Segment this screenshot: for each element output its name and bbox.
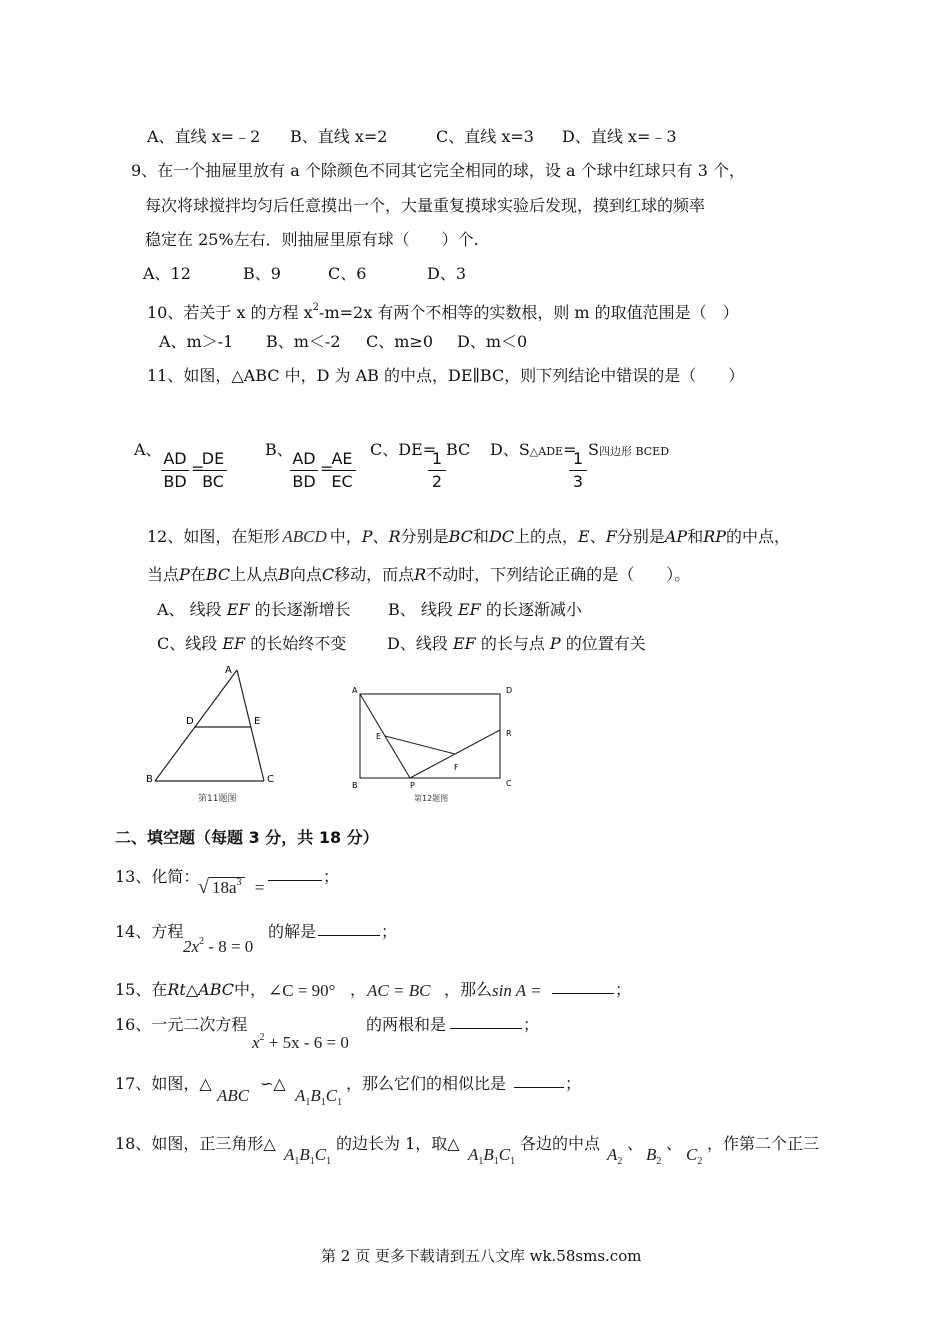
q18-a1b1c1-second bbox=[468, 1145, 515, 1172]
section-2-title: 二、填空题（每题 3 分，共 18 分） bbox=[115, 828, 379, 847]
fig11-label-a: A bbox=[225, 665, 232, 676]
text: 的中点， bbox=[726, 527, 791, 546]
text: 移动，而点 bbox=[334, 565, 415, 584]
text: 分别是 bbox=[400, 527, 449, 546]
q17-prefix: 17、如图，△ bbox=[115, 1074, 212, 1093]
q8-option-a: A、直线 x=﹣2 bbox=[147, 127, 261, 146]
math-var: AP bbox=[664, 527, 688, 546]
q14-answer-blank[interactable] bbox=[318, 921, 380, 936]
triangle-symbol: △ bbox=[185, 980, 199, 999]
q17-tail: ； bbox=[565, 1074, 582, 1093]
fig11-label-e: E bbox=[254, 716, 261, 727]
frac-denominator: BD bbox=[292, 472, 316, 491]
fig11-label-d: D bbox=[186, 716, 194, 727]
q8-option-b: B、直线 x=2 bbox=[290, 127, 388, 146]
subscript: 1 bbox=[510, 1156, 516, 1167]
q16-prefix: 16、一元二次方程 bbox=[115, 1015, 248, 1034]
math-var: RP bbox=[703, 527, 727, 546]
q11-option-b-label: B、 bbox=[265, 440, 293, 459]
vertex: B bbox=[483, 1145, 494, 1164]
vertex: A bbox=[607, 1145, 618, 1164]
subscript: 1 bbox=[320, 1097, 326, 1108]
math-var: EF bbox=[457, 600, 481, 619]
text: 、 bbox=[372, 527, 389, 546]
term: x bbox=[252, 1033, 260, 1052]
math-var: C bbox=[321, 565, 335, 584]
q13-answer-blank[interactable] bbox=[268, 866, 322, 881]
q17-suffix: ，那么它们的相似比是 bbox=[346, 1074, 507, 1093]
q13-prefix: 13、化简： bbox=[115, 867, 200, 886]
text: 当点 bbox=[147, 565, 180, 584]
q16-equation bbox=[252, 1028, 349, 1053]
q10-option-d: D、m＜0 bbox=[457, 332, 528, 351]
q14-equation bbox=[183, 932, 253, 957]
text: 的长始终不变 bbox=[250, 634, 347, 653]
q12-line2 bbox=[147, 565, 690, 585]
vertex: B bbox=[310, 1086, 321, 1105]
q17-answer-blank[interactable] bbox=[514, 1073, 564, 1088]
subscript: 2 bbox=[617, 1156, 623, 1167]
q11-option-d-eq: = bbox=[563, 440, 577, 459]
q13-tail: ； bbox=[323, 867, 340, 886]
q11-option-d-s2: S bbox=[588, 440, 599, 459]
vertex: A bbox=[468, 1145, 479, 1164]
q11-option-d-frac bbox=[569, 448, 587, 493]
q8-option-d: D、直线 x=﹣3 bbox=[562, 127, 677, 146]
term: - 8 = 0 bbox=[204, 937, 254, 956]
q12-option-b bbox=[388, 600, 582, 620]
page-footer: 第 2 页 更多下载请到五八文库 wk.58sms.com bbox=[321, 1247, 642, 1265]
q10-stem-a: 10、若关于 x 的方程 x bbox=[147, 303, 313, 322]
math-var: P bbox=[549, 634, 561, 653]
q11-option-a-frac2 bbox=[199, 448, 227, 493]
q10-option-c: C、m≥0 bbox=[366, 332, 434, 351]
text: 和 bbox=[687, 527, 704, 546]
text: 和 bbox=[472, 527, 489, 546]
q18-c2 bbox=[686, 1145, 702, 1172]
term: + 5x - 6 = 0 bbox=[264, 1033, 349, 1052]
q11-option-d-sub1: △ADE bbox=[529, 445, 564, 458]
math-var: EF bbox=[226, 600, 250, 619]
q18-sep2: 、 bbox=[666, 1134, 683, 1153]
exponent: 2 bbox=[199, 936, 205, 947]
q9-option-d: D、3 bbox=[427, 264, 467, 283]
math-var: R bbox=[414, 565, 427, 584]
vertex: C bbox=[498, 1145, 511, 1164]
q12-option-a bbox=[157, 600, 351, 620]
q8-option-c: C、直线 x=3 bbox=[436, 127, 534, 146]
frac-denominator: BD bbox=[163, 472, 187, 491]
sqrt-icon: √ bbox=[198, 876, 209, 898]
frac-denominator: 2 bbox=[431, 472, 443, 491]
subscript: 1 bbox=[478, 1156, 484, 1167]
q17-a1b1c1 bbox=[295, 1086, 342, 1113]
q15-sin: sin A = bbox=[492, 981, 542, 1000]
math-var: E bbox=[578, 527, 590, 546]
text: 的长逐渐减小 bbox=[485, 600, 582, 619]
frac-numerator: 1 bbox=[572, 449, 584, 468]
text: 的长与点 bbox=[480, 634, 545, 653]
text: 上的点， bbox=[514, 527, 579, 546]
q11-option-c-tail: BC bbox=[446, 440, 471, 459]
q9-option-c: C、6 bbox=[328, 264, 367, 283]
subscript: 2 bbox=[656, 1156, 662, 1167]
math-var: EF bbox=[452, 634, 476, 653]
math-var: P bbox=[179, 565, 190, 584]
subscript: 1 bbox=[294, 1156, 300, 1167]
q11-option-c-frac bbox=[428, 448, 446, 493]
vertex: B bbox=[299, 1145, 310, 1164]
q10-stem-sup: 2 bbox=[312, 302, 320, 313]
q12-line1 bbox=[147, 527, 790, 547]
fig12-label-e: E bbox=[376, 732, 382, 741]
fig11-label-b: B bbox=[146, 774, 153, 785]
text: 向点 bbox=[289, 565, 322, 584]
q17-abc: ABC bbox=[217, 1086, 250, 1105]
q9-option-a: A、12 bbox=[143, 264, 191, 283]
text: D、线段 bbox=[387, 634, 448, 653]
fig12-caption: 第12题图 bbox=[414, 794, 449, 803]
subscript: 2 bbox=[697, 1156, 703, 1167]
q16-suffix: 的两根和是 bbox=[366, 1015, 447, 1034]
subscript: 1 bbox=[337, 1097, 343, 1108]
text: 的位置有关 bbox=[565, 634, 646, 653]
text: B、 线段 bbox=[388, 600, 453, 619]
q10-option-b: B、m＜-2 bbox=[266, 332, 341, 351]
frac-numerator: DE bbox=[201, 449, 225, 468]
exponent: 2 bbox=[259, 1032, 265, 1043]
q18-b2 bbox=[646, 1145, 661, 1172]
fig12-label-a: A bbox=[352, 686, 358, 695]
q18-mid2: 各边的中点 bbox=[520, 1134, 601, 1153]
fig11-caption: 第11题图 bbox=[198, 794, 237, 804]
math-var: DC bbox=[488, 527, 515, 546]
text: 不动时，下列结论正确的是（ ）。 bbox=[426, 565, 691, 584]
math-abc: ABC bbox=[198, 980, 235, 999]
text: 中， bbox=[329, 527, 362, 546]
text: 的长逐渐增长 bbox=[254, 600, 351, 619]
math-var: R bbox=[388, 527, 401, 546]
frac-denominator: BC bbox=[202, 472, 224, 491]
q10-option-a: A、m＞-1 bbox=[159, 332, 234, 351]
fig12-segment-ef bbox=[385, 736, 455, 754]
q11-stem: 11、如图，△ABC 中，D 为 AB 的中点，DE∥BC，则下列结论中错误的是（ ） bbox=[147, 366, 745, 385]
q16-tail: ； bbox=[523, 1015, 540, 1034]
subscript: 1 bbox=[305, 1097, 311, 1108]
text: 分别是 bbox=[616, 527, 665, 546]
q16-answer-blank[interactable] bbox=[450, 1014, 522, 1029]
math-rt: Rt bbox=[167, 980, 186, 999]
frac-numerator: 1 bbox=[431, 449, 443, 468]
q14-tail: ； bbox=[381, 922, 398, 941]
text: 上从点 bbox=[230, 565, 279, 584]
text: C、线段 bbox=[157, 634, 218, 653]
q14-prefix: 14、方程 bbox=[115, 922, 184, 941]
frac-denominator: 3 bbox=[572, 472, 584, 491]
q11-option-a-label: A、 bbox=[134, 440, 162, 459]
vertex: A bbox=[284, 1145, 295, 1164]
q17-similar: ∽△ bbox=[260, 1074, 286, 1093]
math-abcd: ABCD bbox=[282, 527, 327, 546]
q18-mid1: 的边长为 1，取△ bbox=[336, 1134, 460, 1153]
q15-line bbox=[115, 980, 266, 1000]
subscript: 1 bbox=[326, 1156, 332, 1167]
q11-option-d-s: D、S bbox=[490, 440, 530, 459]
q11-option-a-eq: = bbox=[191, 459, 205, 478]
math-var: B bbox=[278, 565, 290, 584]
frac-numerator: AD bbox=[292, 449, 316, 468]
exponent: 3 bbox=[236, 877, 242, 888]
radicand: 18a bbox=[211, 878, 237, 897]
fig12-label-p: P bbox=[410, 781, 415, 790]
q10-stem bbox=[147, 298, 739, 323]
q9-line2: 每次将球搅拌均匀后任意摸出一个，大量重复摸球实验后发现，摸到红球的频率 bbox=[145, 196, 706, 215]
subscript: 1 bbox=[493, 1156, 499, 1167]
equals: = bbox=[254, 878, 265, 897]
figure-11 bbox=[140, 660, 290, 810]
math-var: BC bbox=[448, 527, 473, 546]
vertex: C bbox=[686, 1145, 698, 1164]
fig12-label-b: B bbox=[352, 781, 358, 790]
figure-12 bbox=[348, 680, 518, 805]
fig11-label-c: C bbox=[267, 774, 274, 785]
term: 2x bbox=[183, 937, 200, 956]
q9-line1: 9、在一个抽屉里放有 a 个除颜色不同其它完全相同的球，设 a 个球中红球只有 3 个， bbox=[131, 161, 745, 180]
q15-comma: ， bbox=[350, 980, 367, 999]
q11-option-a-frac1 bbox=[161, 448, 189, 493]
text: 15、在 bbox=[115, 980, 168, 999]
q11-option-c-label: C、DE= bbox=[370, 440, 437, 459]
text: 中， bbox=[234, 980, 267, 999]
q11-option-d-sub2: 四边形 BCED bbox=[598, 445, 670, 458]
q10-stem-b: -m=2x 有两个不相等的实数根，则 m 的取值范围是（ ） bbox=[319, 303, 739, 322]
vertex: B bbox=[646, 1145, 657, 1164]
frac-numerator: AD bbox=[163, 449, 187, 468]
math-var: EF bbox=[222, 634, 246, 653]
text: 、 bbox=[589, 527, 606, 546]
vertex: C bbox=[314, 1145, 327, 1164]
math-var: F bbox=[605, 527, 617, 546]
q12-option-c bbox=[157, 634, 346, 654]
q9-line3: 稳定在 25%左右．则抽屉里原有球（ ）个. bbox=[145, 230, 479, 249]
frac-numerator: AE bbox=[331, 449, 353, 468]
subscript: 1 bbox=[309, 1156, 315, 1167]
q12-option-d bbox=[387, 634, 646, 654]
q9-option-b: B、9 bbox=[243, 264, 281, 283]
text: 12、如图，在矩形 bbox=[147, 527, 280, 546]
math-var: P bbox=[361, 527, 373, 546]
q14-suffix: 的解是 bbox=[268, 922, 317, 941]
fig12-label-c: C bbox=[506, 779, 512, 788]
fig12-label-d: D bbox=[506, 686, 513, 695]
q11-option-b-frac1 bbox=[290, 448, 318, 493]
fig12-label-f: F bbox=[454, 763, 459, 772]
q18-a1b1c1-first bbox=[284, 1145, 331, 1172]
q15-equality: AC = BC bbox=[367, 981, 431, 1000]
q18-tail: ，作第二个正三 bbox=[707, 1134, 820, 1153]
frac-denominator: EC bbox=[331, 472, 353, 491]
fig11-side-ab bbox=[155, 670, 237, 781]
q11-option-d-tail bbox=[588, 440, 669, 462]
q13-expression bbox=[198, 873, 264, 898]
q18-prefix: 18、如图，正三角形△ bbox=[115, 1134, 276, 1153]
fig12-label-r: R bbox=[506, 729, 512, 738]
q15-angle: ∠C = 90° bbox=[268, 981, 336, 1000]
text: 在 bbox=[189, 565, 206, 584]
q15-then: ，那么 bbox=[444, 980, 493, 999]
math-var: BC bbox=[205, 565, 231, 584]
q15-answer-blank[interactable] bbox=[552, 979, 614, 994]
vertex: C bbox=[325, 1086, 338, 1105]
q11-option-b-frac2 bbox=[328, 448, 356, 493]
q18-sep1: 、 bbox=[627, 1134, 644, 1153]
q11-option-b-eq: = bbox=[320, 459, 334, 478]
q11-option-d-label bbox=[490, 440, 576, 462]
q18-a2 bbox=[607, 1145, 622, 1172]
text: A、 线段 bbox=[157, 600, 222, 619]
q15-tail: ； bbox=[615, 980, 632, 999]
vertex: A bbox=[295, 1086, 306, 1105]
